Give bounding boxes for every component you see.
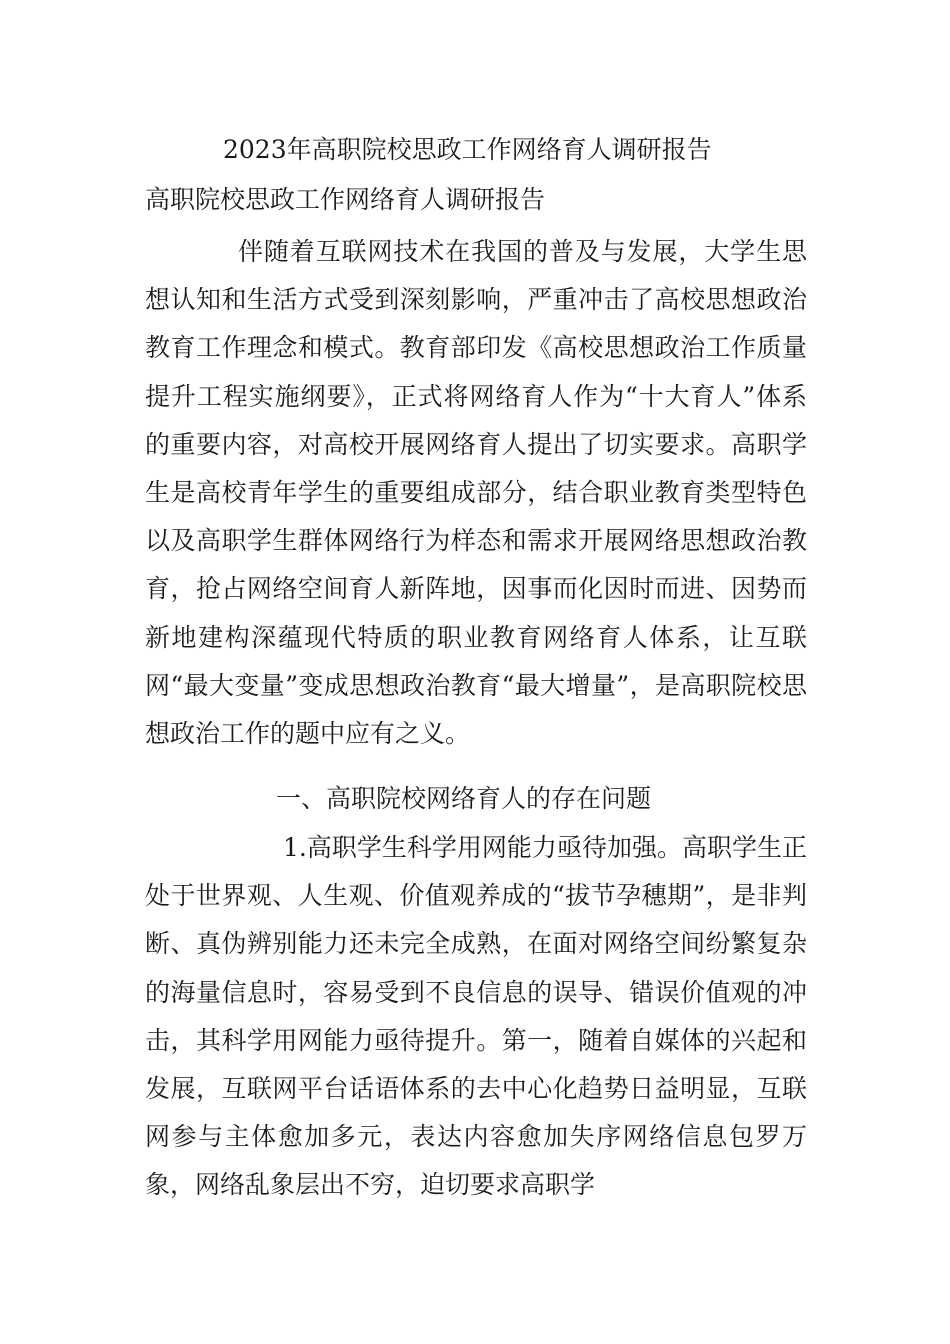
intro-paragraph: 伴随着互联网技术在我国的普及与发展，大学生思想认知和生活方式受到深刻影响，严重冲击了高校思想政治教育工作理念和模式。教育部印发《高校思想政治工作质量提升工程实施纲要》，正式将网络育人作为“十大育人”体系的重要内容，对高校开展网络育人提出了切实要求。高职学生是高校青年学生的重要组成部分，结合职业教育类型特色以及高职学生群体网络行为样态和需求开展网络思想政治教育，抢占网络空间育人新阵地，因事而化因时而进、因势而新地建构深蕴现代特质的职业教育网络育人体系，让互联网“最大变量”变成思想政治教育“最大增量”，是高职院校思想政治工作的题中应有之义。 xyxy=(145,237,807,749)
document-title: 2023年高职院校思政工作网络育人调研报告 xyxy=(223,135,712,164)
section-paragraph: 1.高职学生科学用网能力亟待加强。高职学生正处于世界观、人生观、价值观养成的“拔节孕穗期”，是非判断、真伪辨别能力还未完全成熟，在面对网络空间纷繁复杂的海量信息时，容易受到不良信息的误导、错误价值观的冲击，其科学用网能力亟待提升。第一，随着自媒体的兴起和发展，互联网平台话语体系的去中心化趋势日益明显，互联网参与主体愈加多元，表达内容愈加失序网络信息包罗万象，网络乱象层出不穷，迫切要求高职学 xyxy=(145,833,807,1200)
section-heading: 一、高职院校网络育人的存在问题 xyxy=(276,784,652,813)
document-subtitle: 高职院校思政工作网络育人调研报告 xyxy=(145,185,546,214)
